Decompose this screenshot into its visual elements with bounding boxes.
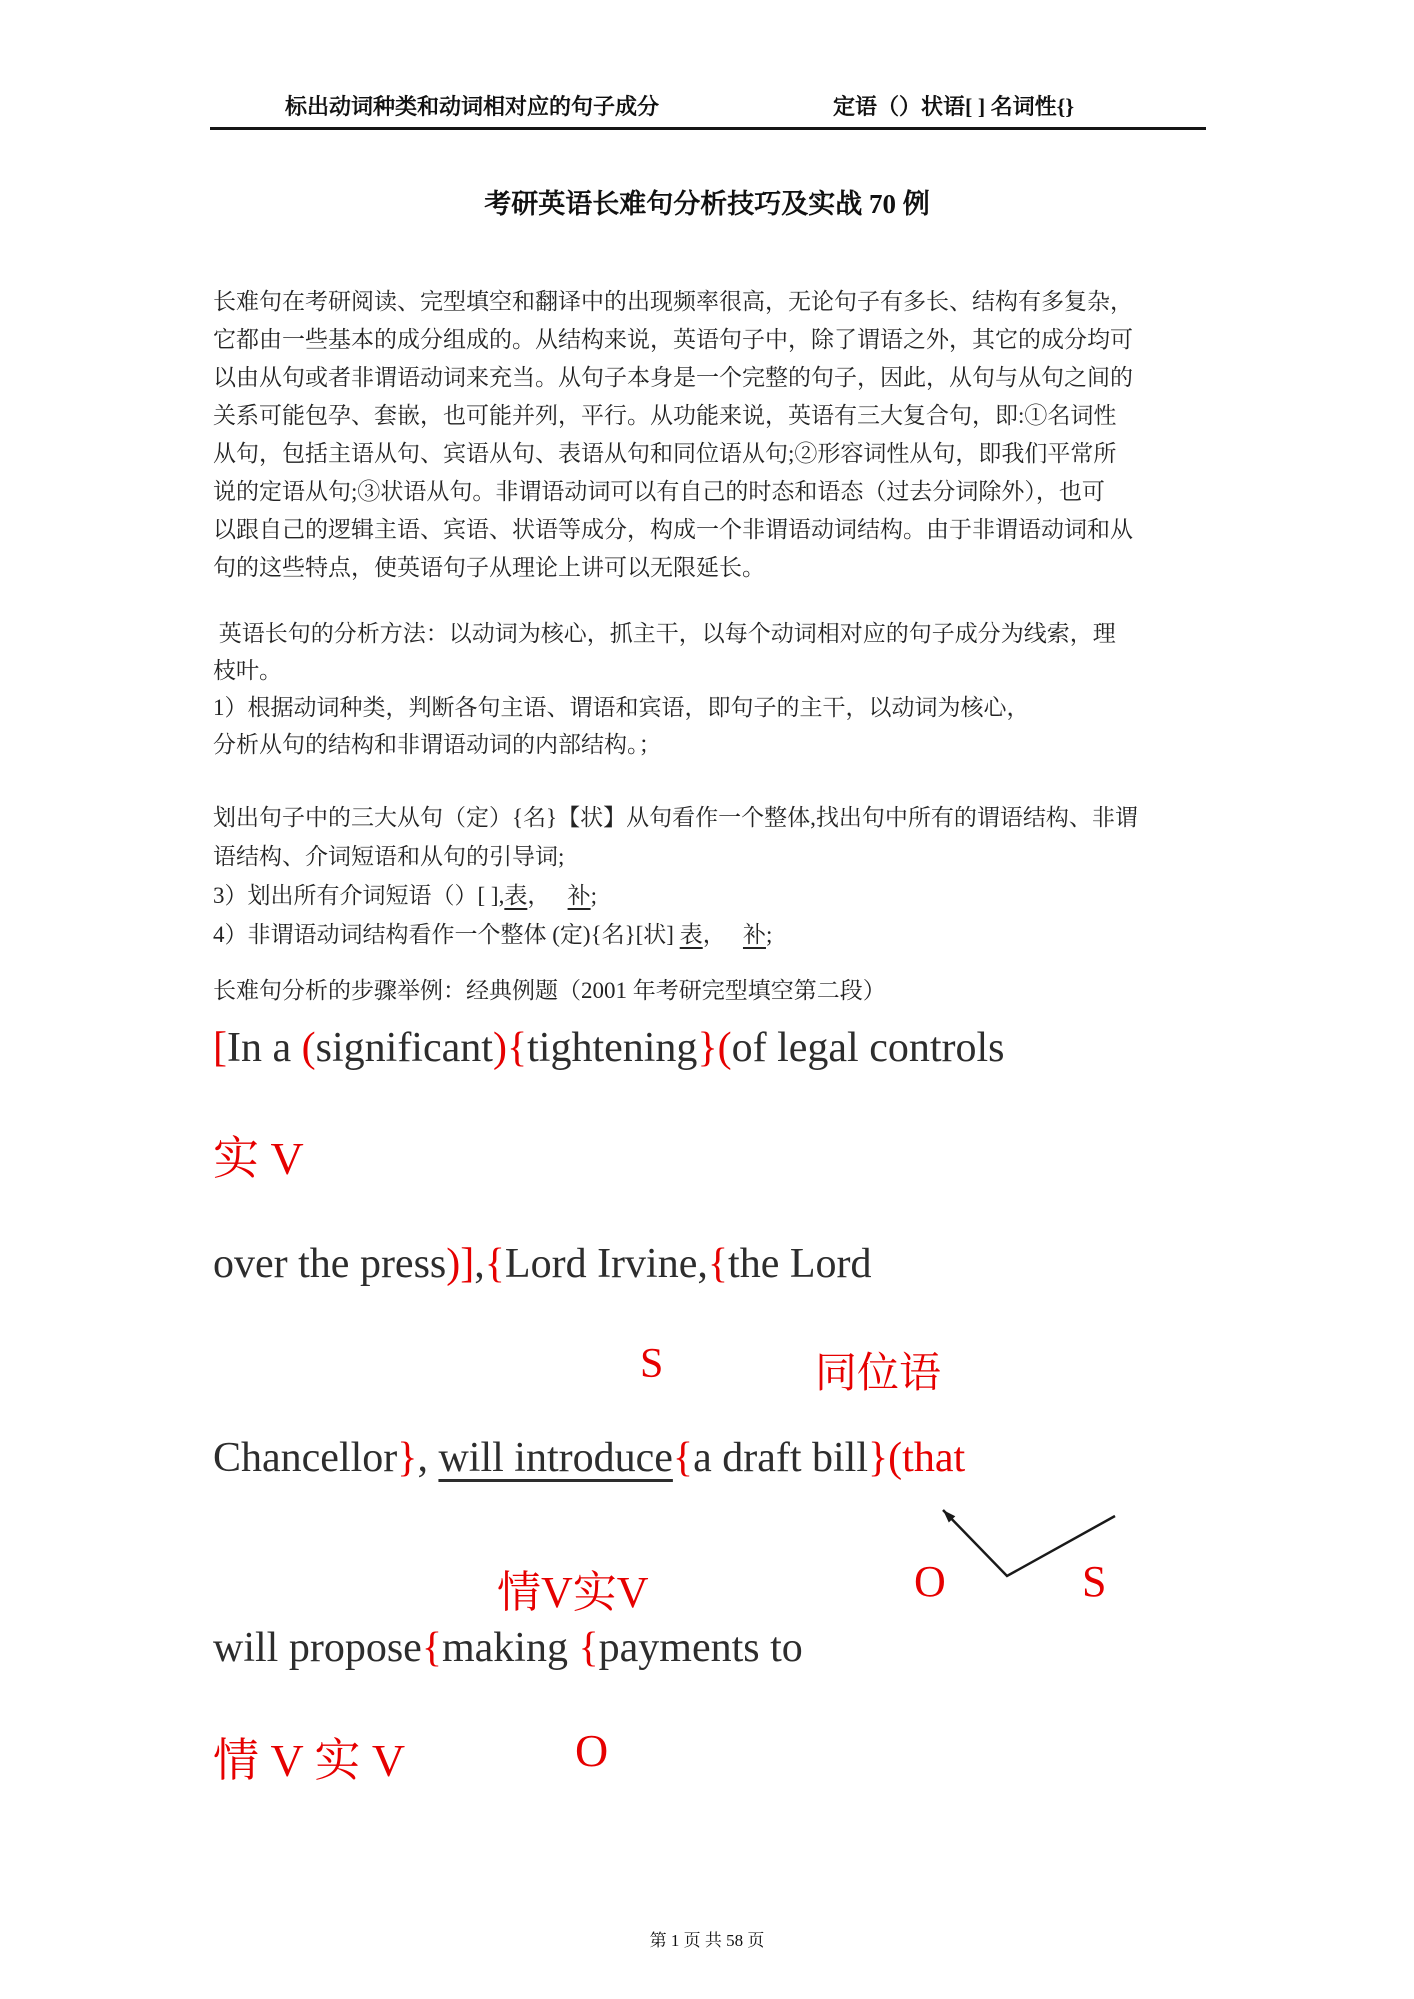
- annotation-s: S: [640, 1341, 664, 1387]
- comma: ,: [417, 1435, 439, 1481]
- header-left-text: 标出动词种类和动词相对应的句子成分: [285, 94, 660, 119]
- sentence-text: significant: [315, 1025, 493, 1071]
- open-brace: {: [578, 1625, 599, 1671]
- method-line: 1）根据动词种类，判断各句主语、谓语和宾语，即句子的主干，以动词为核心，: [213, 695, 1030, 720]
- close-brace: }: [868, 1435, 889, 1481]
- rule-4-bu: 补: [742, 922, 766, 947]
- sentence-line-3: [213, 1432, 965, 1485]
- sentence-text: tightening: [527, 1025, 698, 1071]
- rule-4-biao: 表: [679, 922, 703, 947]
- page-title: 考研英语长难句分析技巧及实战 70 例: [484, 189, 930, 219]
- sentence-line-4: [213, 1622, 803, 1675]
- open-brace: {: [506, 1025, 528, 1071]
- intro-line: 说的定语从句;③状语从句。非谓语动词可以有自己的时态和语态（过去分词除外），也可: [213, 479, 1105, 504]
- rule-4-end: ;: [765, 922, 773, 947]
- open-brace: {: [707, 1241, 729, 1287]
- method-line: 分析从句的结构和非谓语动词的内部结构。；: [213, 732, 662, 757]
- annotation-o: O: [914, 1557, 946, 1606]
- close-paren: ): [492, 1025, 507, 1071]
- sentence-text: over the press: [213, 1241, 447, 1287]
- sentence-text: In a: [227, 1025, 302, 1071]
- open-paren-that: (that: [888, 1435, 966, 1481]
- rule-4-mid: ，: [702, 922, 743, 947]
- sentence-text: a draft bill: [693, 1435, 868, 1481]
- sentence-text: will propose: [213, 1625, 422, 1671]
- rule-line: 语结构、介词短语和从句的引导词;: [213, 844, 565, 869]
- sentence-line-2: [213, 1238, 871, 1291]
- open-brace: {: [421, 1625, 442, 1671]
- intro-line: 以跟自己的逻辑主语、宾语、状语等成分，构成一个非谓语动词结构。由于非谓语动词和从: [213, 517, 1133, 542]
- annotation-qv-shiv: 情V实V: [497, 1568, 649, 1617]
- intro-line: 以由从句或者非谓语动词来充当。从句子本身是一个完整的句子，因此，从句与从句之间的: [213, 365, 1133, 390]
- rule-3-biao: 表: [504, 883, 528, 908]
- annotation-s2: S: [1082, 1557, 1107, 1606]
- annotation-shi-v: 实 V: [213, 1133, 304, 1184]
- sentence-text: payments to: [598, 1625, 803, 1671]
- intro-paragraph: [213, 283, 1208, 587]
- header-right-text: 定语（）状语[ ] 名词性{}: [833, 94, 1074, 119]
- intro-line: 关系可能包孕、套嵌，也可能并列，平行。从功能来说，英语有三大复合句，即:①名词性: [213, 403, 1117, 428]
- sentence-text: of legal controls: [731, 1025, 1005, 1071]
- rule-3-end: ;: [590, 883, 597, 908]
- close-brace: }: [697, 1025, 718, 1071]
- header-rule: [210, 127, 1206, 130]
- method-paragraph: [213, 615, 1208, 763]
- intro-line: 它都由一些基本的成分组成的。从结构来说，英语句子中，除了谓语之外，其它的成分均可: [213, 327, 1133, 352]
- method-line: 英语长句的分析方法：以动词为核心，抓主干，以每个动词相对应的句子成分为线索，理: [213, 621, 1116, 646]
- intro-line: 从句，包括主语从句、宾语从句、表语从句和同位语从句;②形容词性从句，即我们平常所: [213, 441, 1117, 466]
- open-brace: {: [484, 1241, 505, 1287]
- rule-3-bu: 补: [567, 883, 591, 908]
- open-brace: {: [672, 1435, 694, 1481]
- underlined-verb-phrase: will introduce: [438, 1435, 673, 1481]
- close-brace: }: [397, 1435, 418, 1481]
- rule-3-mid: ，: [527, 883, 568, 908]
- sentence-text: Chancellor: [213, 1435, 398, 1481]
- close-paren-square: )]: [446, 1241, 475, 1287]
- open-paren: (: [717, 1025, 732, 1071]
- annotation-tongweiyu: 同位语: [815, 1351, 942, 1397]
- example-caption: 长难句分析的步骤举例：经典例题（2001 年考研完型填空第二段）: [213, 978, 886, 1003]
- rule-4-prefix: 4）非谓语动词结构看作一个整体 (定){名}[状]: [213, 922, 680, 947]
- method-line: 枝叶。: [213, 658, 282, 683]
- sentence-line-1: [213, 1022, 1005, 1075]
- intro-line: 句的这些特点，使英语句子从理论上讲可以无限延长。: [213, 555, 765, 580]
- rule-line: [213, 915, 1208, 954]
- rule-line: 划出句子中的三大从句（定）{名}【状】从句看作一个整体,找出句中所有的谓语结构、非谓: [213, 805, 1138, 830]
- annotation-o2: O: [575, 1725, 609, 1776]
- sentence-text: making: [441, 1625, 579, 1671]
- page-number: 第 1 页 共 58 页: [649, 1931, 765, 1950]
- rule-line: [213, 876, 1208, 915]
- intro-line: 长难句在考研阅读、完型填空和翻译中的出现频率很高，无论句子有多长、结构有多复杂，: [213, 289, 1133, 314]
- sentence-text: Lord Irvine,: [504, 1241, 708, 1287]
- open-paren: (: [301, 1025, 316, 1071]
- open-square-bracket: [: [213, 1025, 227, 1071]
- annotation-qv-shiv-2: 情 V 实 V: [213, 1735, 406, 1786]
- rules-paragraph: [213, 798, 1208, 954]
- sentence-text: the Lord: [728, 1241, 872, 1287]
- comma: ,: [474, 1241, 485, 1287]
- rule-3-prefix: 3）划出所有介词短语（）[ ],: [213, 883, 505, 908]
